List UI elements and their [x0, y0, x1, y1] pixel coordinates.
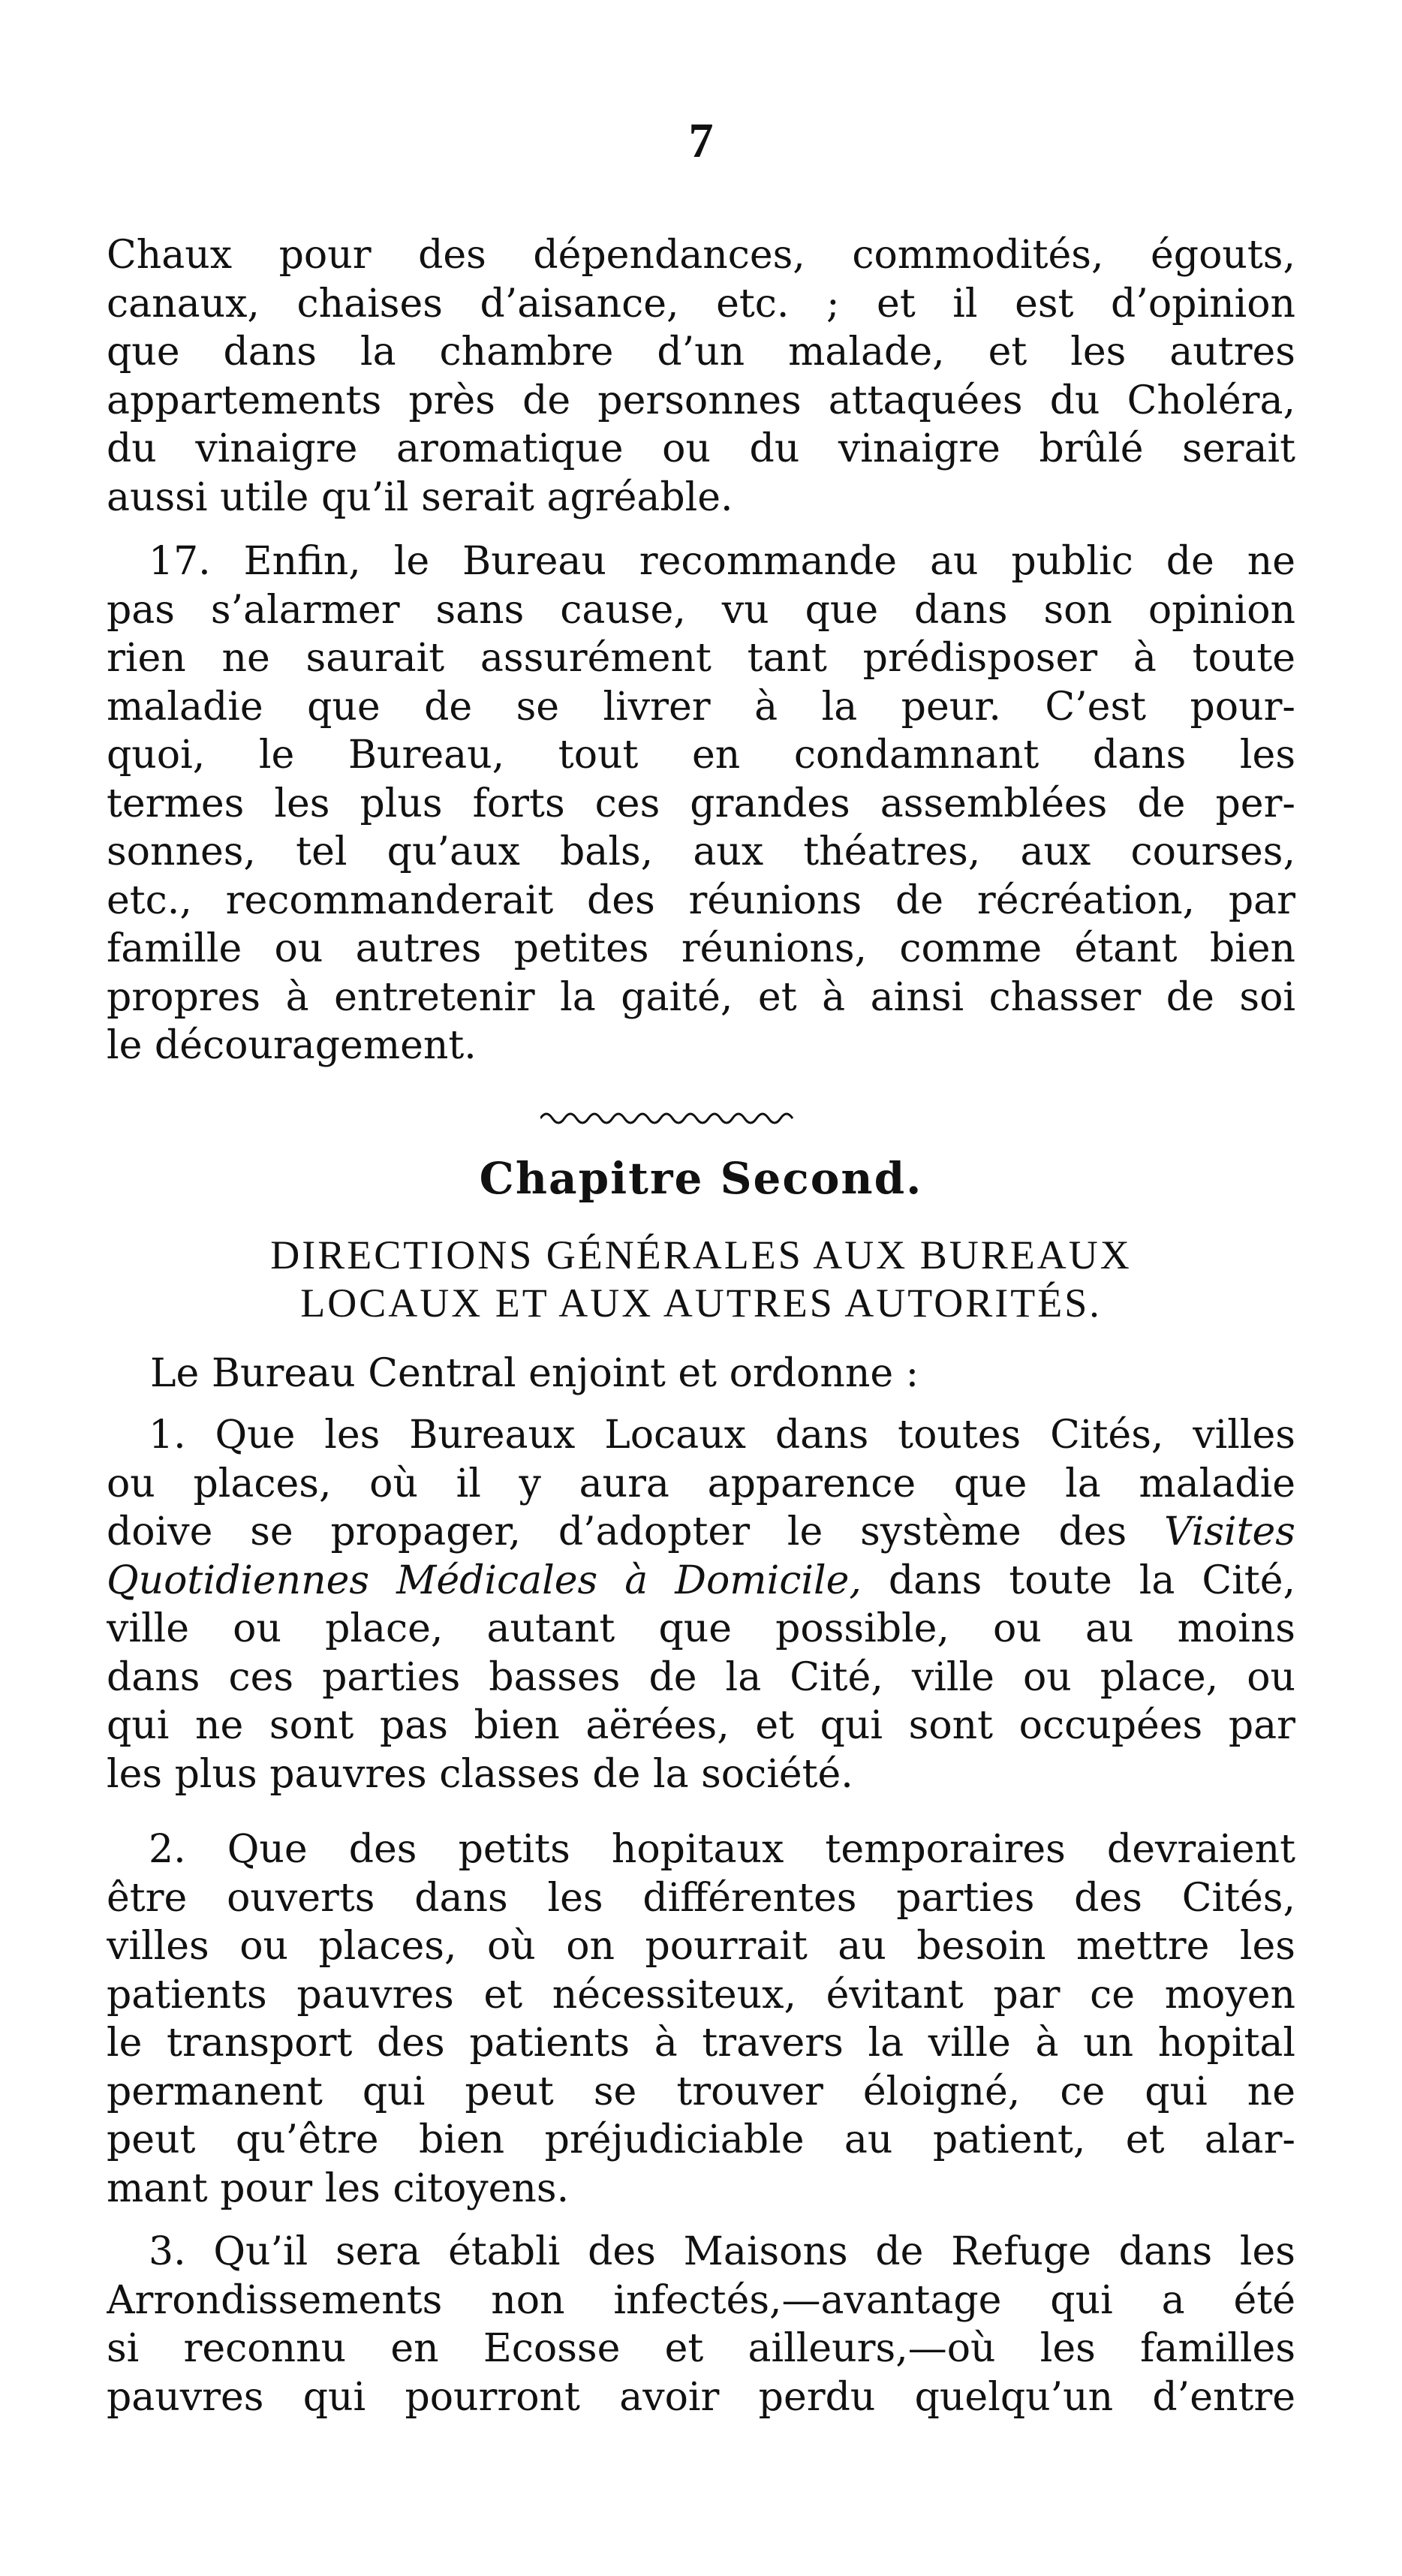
continued-line-2: canaux, chaises d’aisance, etc. ; et il est d’opinion: [107, 281, 1295, 327]
item-2-line-1: 2. Que des petits hopitaux temporaires devraient: [149, 1827, 1295, 1872]
para-17-line-10: propres à entretenir la gaité, et à ainsi chasser de soi: [107, 974, 1295, 1020]
item-3-line-2: Arrondissements non infectés,—avantage qui a été: [107, 2277, 1295, 2323]
para-17-line-1: 17. Enfin, le Bureau recommande au public de ne: [149, 539, 1295, 584]
item-1-line-2: ou places, où il y aura apparence que la maladie: [107, 1461, 1295, 1506]
item-1-line-8: les plus pauvres classes de la société.: [107, 1751, 853, 1797]
item-2: [107, 1825, 1295, 2213]
page-number: 7: [688, 113, 714, 168]
continued-line-4: appartements près de personnes attaquées du Choléra,: [107, 378, 1295, 423]
para-17-line-5: quoi, le Bureau, tout en condamnant dans les: [107, 733, 1295, 778]
para-17-line-8: etc., recommanderait des réunions de récréation, par: [107, 877, 1295, 923]
item-1: [107, 1411, 1295, 1798]
paragraph-continued: [107, 231, 1295, 522]
item-2-line-6: permanent qui peut se trouver éloigné, ce qui ne: [107, 2069, 1295, 2114]
para-17-line-3: rien ne saurait assurément tant prédisposer à toute: [107, 636, 1295, 681]
item-2-line-4: patients pauvres et nécessiteux, évitant par ce moyen: [107, 1972, 1295, 2018]
item-1-line-7: qui ne sont pas bien aërées, et qui sont occupées par: [107, 1703, 1295, 1748]
continued-line-1: Chaux pour des dépendances, commodités, égouts,: [107, 233, 1295, 278]
para-17-line-11: le découragement.: [107, 1023, 477, 1068]
chapter-title: Chapitre Second.: [479, 1153, 923, 1204]
item-1-line-3-text: doive se propager, d’adopter le système des: [107, 1509, 1165, 1554]
section-heading-line-1: DIRECTIONS GÉNÉRALES AUX BUREAUX: [270, 1232, 1132, 1277]
intro-line: Le Bureau Central enjoint et ordonne :: [150, 1351, 919, 1396]
continued-line-5: du vinaigre aromatique ou du vinaigre brûlé serait: [107, 426, 1295, 471]
item-1-line-4-italic: Quotidiennes Médicales à Domicile,: [107, 1557, 862, 1603]
para-17-line-6: termes les plus forts ces grandes assemblées de per-: [107, 781, 1295, 826]
para-17-line-2: pas s’alarmer sans cause, vu que dans son opinion: [107, 587, 1295, 633]
para-17-line-9: famille ou autres petites réunions, comme étant bien: [107, 926, 1295, 971]
ornament-divider: [540, 1103, 796, 1133]
section-heading: [107, 1231, 1295, 1327]
section-heading-line-2: LOCAUX ET AUX AUTRES AUTORITÉS.: [300, 1280, 1102, 1326]
item-2-line-8: mant pour les citoyens.: [107, 2165, 570, 2211]
paragraph-17: [107, 537, 1295, 1070]
item-3-line-3: si reconnu en Ecosse et ailleurs,—où les familles: [107, 2326, 1295, 2371]
item-3-line-1: 3. Qu’il sera établi des Maisons de Refuge dans les: [149, 2229, 1295, 2274]
para-17-line-7: sonnes, tel qu’aux bals, aux théatres, aux courses,: [107, 829, 1295, 874]
item-1-line-5: ville ou place, autant que possible, ou au moins: [107, 1606, 1295, 1651]
continued-line-3: que dans la chambre d’un malade, et les autres: [107, 330, 1295, 375]
item-1-line-6: dans ces parties basses de la Cité, ville ou place, ou: [107, 1654, 1295, 1700]
item-1-line-4-text: dans toute la Cité,: [861, 1557, 1295, 1603]
item-1-line-1: 1. Que les Bureaux Locaux dans toutes Cités, villes: [149, 1413, 1295, 1458]
item-2-line-3: villes ou places, où on pourrait au besoin mettre les: [107, 1924, 1295, 1969]
item-1-line-4: [107, 1557, 1295, 1605]
item-1-line-3: [107, 1508, 1295, 1557]
item-3-line-4: pauvres qui pourront avoir perdu quelqu’un d’entre: [107, 2374, 1295, 2420]
continued-line-6: aussi utile qu’il serait agréable.: [107, 474, 733, 520]
item-3: [107, 2228, 1295, 2421]
item-2-line-2: être ouverts dans les différentes parties des Cités,: [107, 1875, 1295, 1921]
item-2-line-7: peut qu’être bien préjudiciable au patient, et alar-: [107, 2117, 1295, 2162]
item-2-line-5: le transport des patients à travers la ville à un hopital: [107, 2021, 1295, 2066]
item-1-line-3-italic: Visites: [1164, 1509, 1295, 1554]
para-17-line-4: maladie que de se livrer à la peur. C’est pour-: [107, 684, 1295, 730]
